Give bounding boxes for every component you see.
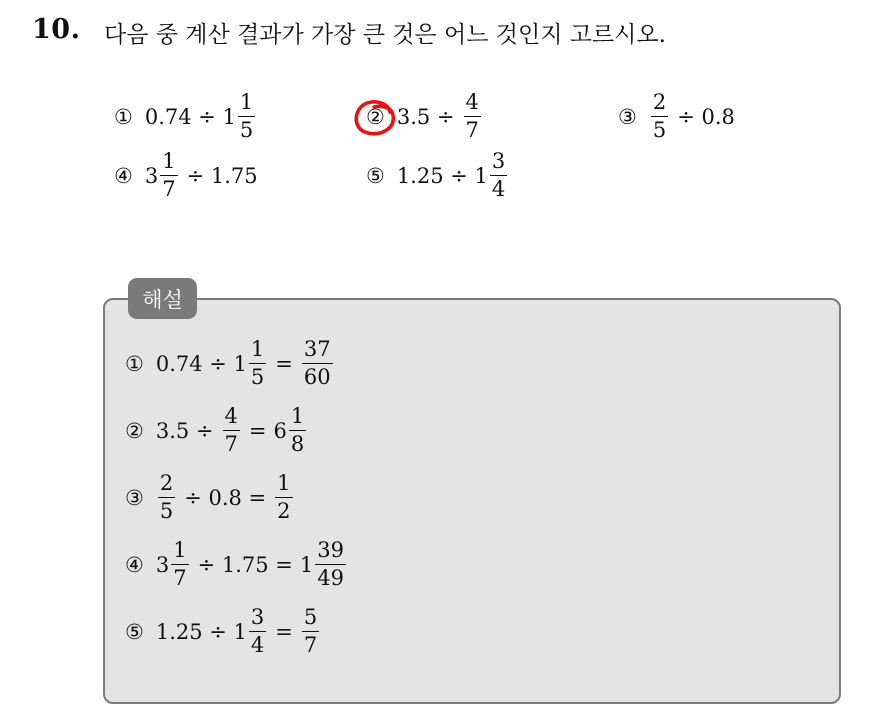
solution-line-2-expression: 3.5 ÷ bbox=[155, 418, 214, 443]
solution-line-5-fraction bbox=[249, 607, 266, 656]
solution-line-2-result bbox=[289, 406, 306, 455]
fraction-denominator: 4 bbox=[491, 177, 506, 201]
choice-3-expression: ÷ 0.8 bbox=[677, 104, 735, 129]
choice-2-fraction bbox=[464, 92, 481, 141]
fraction-denominator: 7 bbox=[465, 118, 479, 142]
solution-line-1-expression: 0.74 ÷ 1 bbox=[155, 351, 247, 376]
choice-5[interactable] bbox=[366, 151, 509, 200]
choice-4[interactable] bbox=[114, 151, 258, 200]
solution-line-1-fraction bbox=[249, 339, 266, 388]
choice-5-number: ⑤ bbox=[366, 163, 385, 188]
fraction-numerator: 1 bbox=[239, 90, 254, 114]
fraction-numerator: 1 bbox=[173, 538, 187, 562]
fraction-numerator: 2 bbox=[159, 471, 174, 495]
answer-circle-mark bbox=[352, 98, 400, 138]
solution-line-4-expression-pre: 3 bbox=[155, 552, 170, 577]
solution-line-3 bbox=[125, 473, 295, 522]
choice-1-number: ① bbox=[114, 104, 133, 129]
solution-line-4-expression: ÷ 1.75 = bbox=[197, 552, 293, 577]
solution-line-1-result bbox=[302, 339, 333, 388]
question-text: 다음 중 계산 결과가 가장 큰 것은 어느 것인지 고르시오. bbox=[104, 22, 666, 48]
solution-line-1 bbox=[125, 339, 335, 388]
choice-5-fraction bbox=[490, 151, 507, 200]
choice-3-number: ③ bbox=[618, 104, 637, 129]
solution-line-2-fraction bbox=[223, 406, 240, 455]
choice-2-expression: 3.5 ÷ bbox=[396, 104, 455, 129]
solution-line-5-operator: = bbox=[275, 619, 293, 644]
fraction-numerator: 1 bbox=[290, 404, 305, 428]
question-number: 10. bbox=[32, 14, 81, 45]
fraction-numerator: 39 bbox=[317, 538, 344, 562]
fraction-numerator: 3 bbox=[250, 605, 265, 629]
fraction-denominator: 2 bbox=[277, 499, 291, 523]
solution-line-1-number: ① bbox=[125, 351, 144, 376]
solution-line-3-fraction bbox=[158, 473, 175, 522]
fraction-numerator: 1 bbox=[277, 471, 291, 495]
choice-2-number: ② bbox=[366, 104, 385, 129]
solution-line-3-result bbox=[275, 473, 292, 522]
choice-3[interactable] bbox=[618, 92, 735, 141]
choice-4-fraction bbox=[160, 151, 177, 200]
solution-line-4-number: ④ bbox=[125, 552, 144, 577]
fraction-denominator: 5 bbox=[652, 118, 667, 142]
fraction-numerator: 1 bbox=[250, 337, 265, 361]
solution-line-5-number: ⑤ bbox=[125, 619, 144, 644]
fraction-denominator: 5 bbox=[159, 499, 174, 523]
solution-line-2-number: ② bbox=[125, 418, 144, 443]
choice-4-number: ④ bbox=[114, 163, 133, 188]
fraction-numerator: 5 bbox=[303, 605, 318, 629]
fraction-numerator: 1 bbox=[162, 149, 176, 173]
choice-1-fraction bbox=[238, 92, 255, 141]
solution-line-4-result bbox=[315, 540, 346, 589]
solution-label: 해설 bbox=[128, 278, 197, 319]
fraction-numerator: 2 bbox=[652, 90, 667, 114]
fraction-numerator: 37 bbox=[303, 337, 331, 361]
choice-1[interactable] bbox=[114, 92, 257, 141]
fraction-denominator: 7 bbox=[303, 633, 318, 657]
fraction-numerator: 4 bbox=[224, 404, 238, 428]
fraction-denominator: 49 bbox=[317, 566, 344, 590]
choice-4-expression-pre: 3 bbox=[144, 163, 159, 188]
fraction-denominator: 5 bbox=[250, 365, 265, 389]
solution-line-4-fraction bbox=[171, 540, 188, 589]
solution-line-4 bbox=[125, 540, 348, 589]
solution-line-4-result-whole: 1 bbox=[299, 552, 314, 577]
fraction-denominator: 4 bbox=[250, 633, 265, 657]
fraction-denominator: 7 bbox=[173, 566, 187, 590]
solution-line-2-result-whole: 6 bbox=[273, 418, 287, 443]
solution-line-5-result bbox=[302, 607, 319, 656]
choice-1-expression: 0.74 ÷ 1 bbox=[144, 104, 236, 129]
fraction-denominator: 5 bbox=[239, 118, 254, 142]
solution-line-3-expression: ÷ 0.8 = bbox=[184, 485, 267, 510]
solution-line-5 bbox=[125, 607, 321, 656]
choice-5-expression: 1.25 ÷ 1 bbox=[396, 163, 488, 188]
solution-line-2-operator: = bbox=[248, 418, 267, 443]
fraction-denominator: 60 bbox=[303, 365, 331, 389]
solution-line-5-expression: 1.25 ÷ 1 bbox=[155, 619, 247, 644]
fraction-denominator: 7 bbox=[162, 177, 176, 201]
fraction-denominator: 7 bbox=[224, 432, 238, 456]
fraction-numerator: 3 bbox=[491, 149, 506, 173]
choice-4-expression: ÷ 1.75 bbox=[186, 163, 258, 188]
solution-line-3-number: ③ bbox=[125, 485, 144, 510]
fraction-numerator: 4 bbox=[465, 90, 479, 114]
fraction-denominator: 8 bbox=[290, 432, 305, 456]
choice-3-fraction bbox=[651, 92, 668, 141]
solution-line-2 bbox=[125, 406, 308, 455]
solution-line-1-operator: = bbox=[275, 351, 293, 376]
